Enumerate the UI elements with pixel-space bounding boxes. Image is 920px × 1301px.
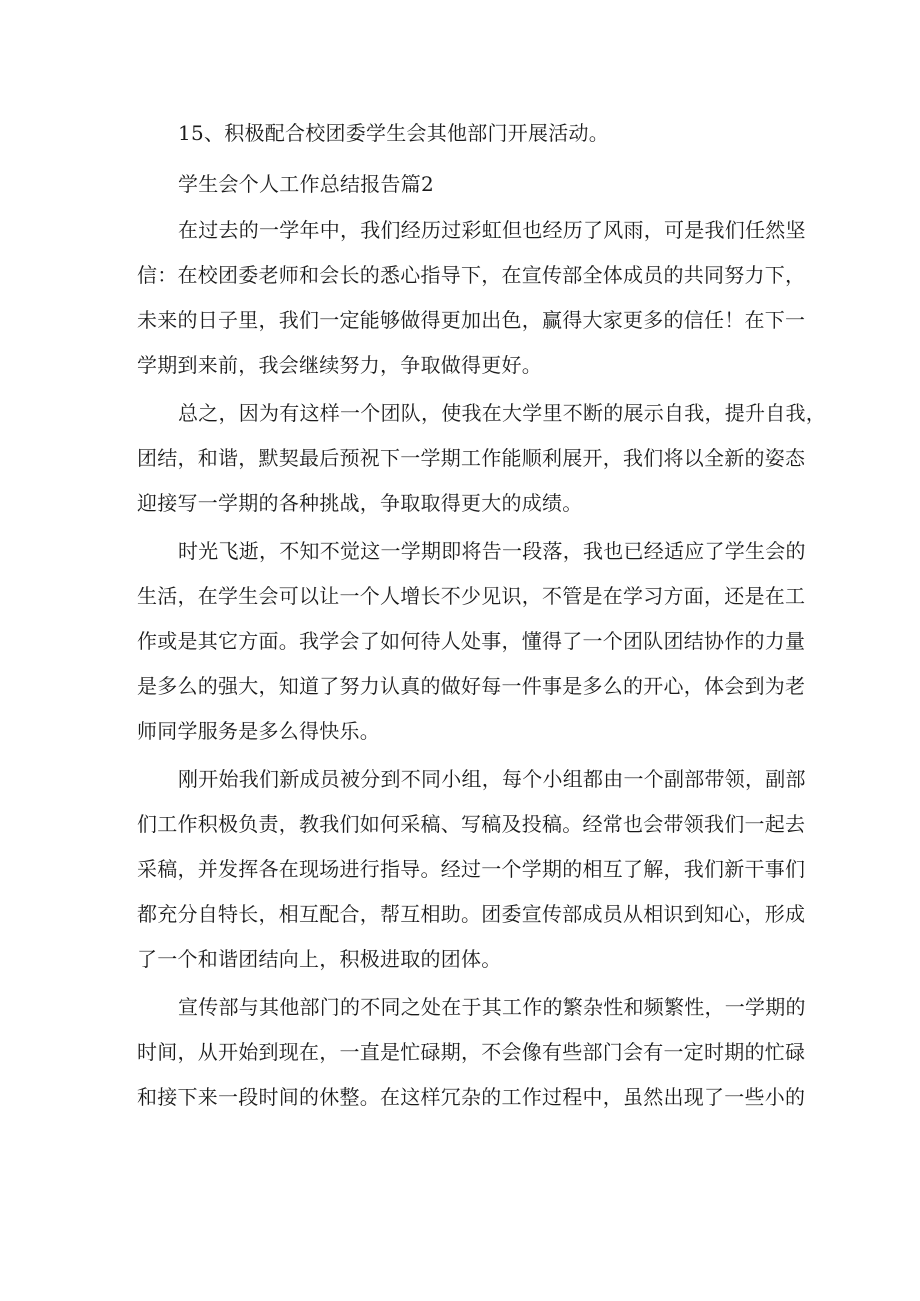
paragraph-3-line-3: 作或是其它方面。我学会了如何待人处事，懂得了一个团队团结协作的力量 — [137, 629, 806, 653]
paragraph-1-line-2: 信：在校团委老师和会长的悉心指导下，在宣传部全体成员的共同努力下， — [137, 263, 806, 287]
paragraph-5-line-1: 宣传部与其他部门的不同之处在于其工作的繁杂性和频繁性，一学期的 — [178, 995, 806, 1019]
section-title: 学生会个人工作总结报告篇2 — [178, 172, 434, 196]
paragraph-2-line-1: 总之，因为有这样一个团队，使我在大学里不断的展示自我，提升自我， — [178, 401, 826, 425]
paragraph-5-line-3: 和接下来一段时间的休整。在这样冗杂的工作过程中，虽然出现了一些小的 — [137, 1085, 806, 1109]
paragraph-3-line-4: 是多么的强大，知道了努力认真的做好每一件事是多么的开心，体会到为老 — [137, 674, 806, 698]
paragraph-5-line-2: 时间，从开始到现在，一直是忙碌期，不会像有些部门会有一定时期的忙碌 — [137, 1040, 806, 1064]
paragraph-4-line-3: 采稿，并发挥各在现场进行指导。经过一个学期的相互了解，我们新干事们 — [137, 857, 806, 881]
paragraph-1-line-3: 未来的日子里，我们一定能够做得更加出色，赢得大家更多的信任！在下一 — [137, 308, 806, 332]
paragraph-4-line-4: 都充分自特长，相互配合，帮互相助。团委宣传部成员从相识到知心，形成 — [137, 902, 806, 926]
paragraph-4-line-2: 们工作积极负责，教我们如何采稿、写稿及投稿。经常也会带领我们一起去 — [137, 812, 806, 836]
paragraph-3-line-1: 时光飞逝，不知不觉这一学期即将告一段落，我也已经适应了学生会的 — [178, 539, 806, 563]
paragraph-1-line-4: 学期到来前，我会继续努力，争取做得更好。 — [137, 353, 542, 377]
paragraph-3-line-2: 生活，在学生会可以让一个人增长不少见识，不管是在学习方面，还是在工 — [137, 584, 806, 608]
paragraph-1-line-1: 在过去的一学年中，我们经历过彩虹但也经历了风雨，可是我们任然坚 — [178, 218, 806, 242]
paragraph-2-line-2: 团结，和谐，默契最后预祝下一学期工作能顺利展开，我们将以全新的姿态 — [137, 446, 806, 470]
paragraph-4-line-1: 刚开始我们新成员被分到不同小组，每个小组都由一个副部带领，副部 — [178, 767, 806, 791]
list-item-15: 15、积极配合校团委学生会其他部门开展活动。 — [178, 121, 609, 145]
paragraph-3-line-5: 师同学服务是多么得快乐。 — [137, 719, 380, 743]
paragraph-2-line-3: 迎接写一学期的各种挑战，争取取得更大的成绩。 — [137, 491, 583, 515]
paragraph-4-line-5: 了一个和谐团结向上，积极进取的团体。 — [137, 947, 502, 971]
